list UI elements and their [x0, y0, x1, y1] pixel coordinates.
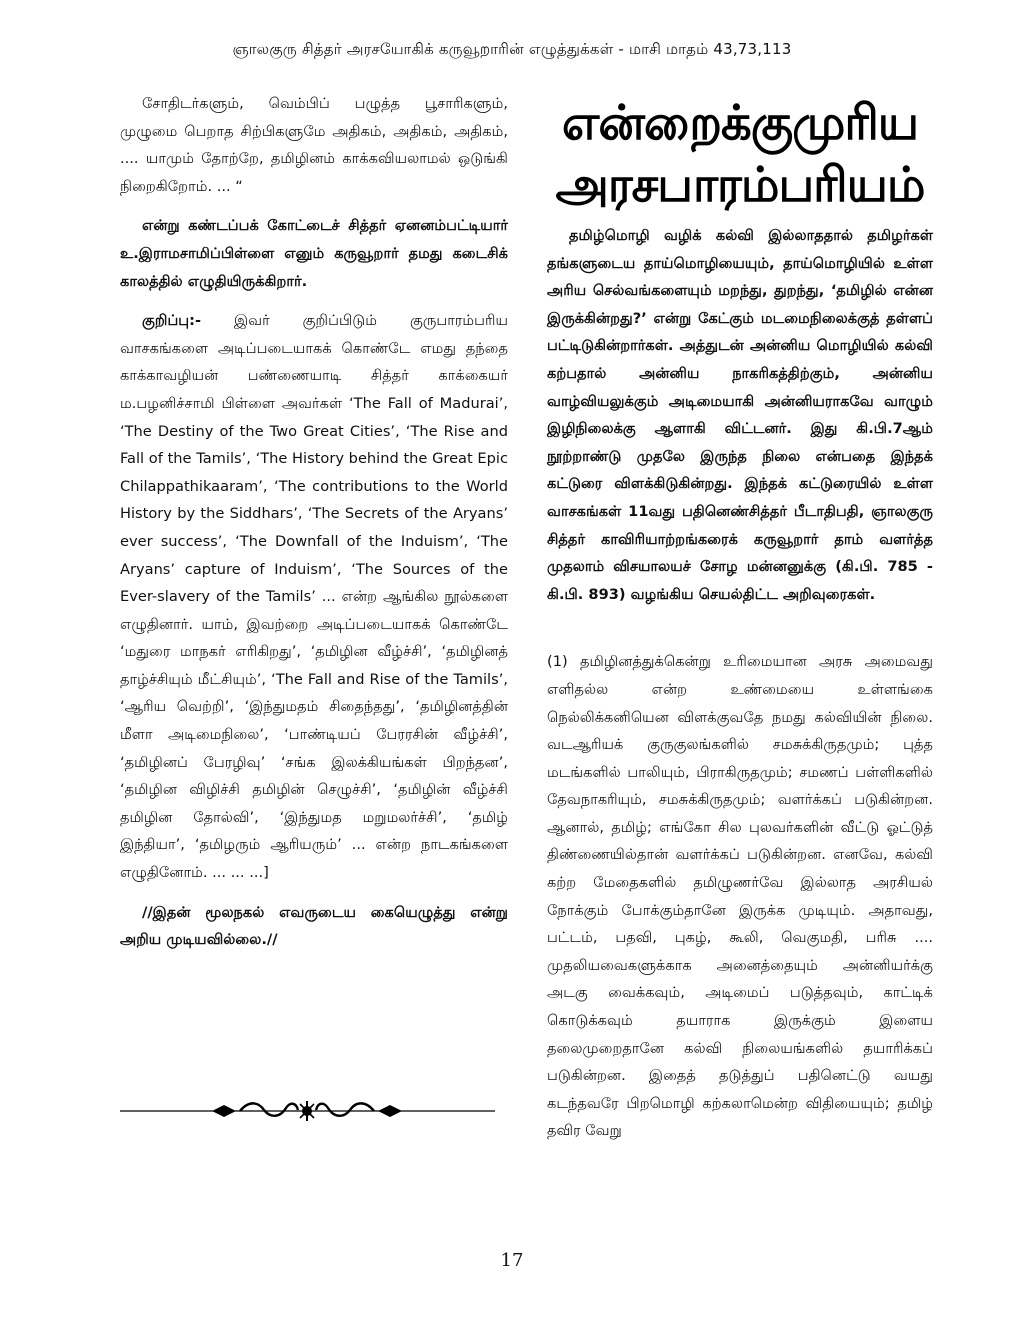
article-title	[547, 92, 933, 216]
note-paragraph	[120, 307, 508, 886]
note-text: இவர் குறிப்பிடும் குருபாரம்பரிய வாசகங்களை அடிப்படையாகக் கொண்டே எமது தந்தை காக்காவழியன் பண்ணையாடி சித்தர் காக்கையர் ம.பழனிச்சாமி பிள்ளை அவர்கள் ‘The Fall of Madurai’, ‘The Destiny of the Two Great Cities’, ‘The Rise and Fall of the Tamils’, ‘The History behind the Great Epic Chilappathikaaram’, ‘The contributions to the World History by the Siddhars’, ‘The Secrets of the Aryans’ ever success’, ‘The Downfall of the Induism’, ‘The Aryans’ capture of Induism’, ‘The Sources of the Ever-slavery of the Tamils’ ... என்ற ஆங்கில நூல்களை எழுதினார். யாம், இவற்றை அடிப்படையாகக் கொண்டே ‘மதுரை மாநகர் எரிகிறது’, ‘தமிழின வீழ்ச்சி’, ‘தமிழினத் தாழ்ச்சியும் மீட்சியும்’, ‘The Fall and Rise of the Tamils’, ‘ஆரிய வெற்றி’, ‘இந்துமதம் சிதைந்தது’, ‘தமிழினத்தின் மீளா அடிமைநிலை’, ‘பாண்டியப் பேரரசின் வீழ்ச்சி’, ‘தமிழினப் பேரழிவு’ ‘சங்க இலக்கியங்கள் பிறந்தன’, ‘தமிழின விழிச்சி தமிழின் செழுச்சி’, ‘தமிழின் வீழ்ச்சி தமிழின தோல்வி’, ‘இந்துமத மறுமலர்ச்சி’, ‘தமிழ் இந்தியா’, ‘தமிழரும் ஆரியரும்’ ... என்ற நாடகங்களை எழுதினோம். ... ... ...]	[120, 312, 508, 882]
left-column	[120, 90, 508, 954]
title-line-2: அரசபாரம்பரியம்	[555, 157, 925, 213]
section-text: தமிழினத்துக்கென்று உரிமையான அரசு அமைவது எளிதல்ல என்ற உண்மையை உள்ளங்கை நெல்லிக்கனியென விளக்குவதே நமது கல்வியின் நிலை. வடஆரியக் குருகுலங்களில் சமசுக்கிருதமும்; புத்த மடங்களில் பாலியும், பிராகிருதமும்; சமணப் பள்ளிகளில் தேவநாகரியும், சமசுக்கிருதமும்; வளர்க்கப் படுகின்றன. ஆனால், தமிழ்; எங்கோ சில புலவர்களின் வீட்டு ஓட்டுத் திண்ணையில்தான் வளர்க்கப் படுகின்றன. எனவே, கல்வி கற்ற மேதைகளில் தமிழுணர்வே இல்லாத அரசியல் நோக்கும் போக்கும்தானே இருக்க முடியும். அதாவது, பட்டம், பதவி, புகழ், கூலி, வெகுமதி, பரிசு .... முதலியவைகளுக்காக அனைத்தையும் அன்னியர்க்கு அடகு வைக்கவும், அடிமைப் படுத்தவும், காட்டிக் கொடுக்கவும் தயாராக இருக்கும் இளைய தலைமுறைதானே கல்வி நிலையங்களில் தயாரிக்கப் படுகின்றன. இதைத் தடுத்துப் பதினெட்டு வயது கடந்தவரே பிறமொழி கற்கலாமென்ற விதியையும்; தமிழ் தவிர வேறு	[547, 653, 933, 1140]
quote-paragraph: சோதிடர்களும், வெம்பிப் பழுத்த பூசாரிகளும், முழுமை பெறாத சிற்பிகளுமே அதிகம், அதிகம், அதிகம், .... யாமும் தோற்றே, தமிழினம் காக்கவியலாமல் ஒடுங்கி நிறைகிறோம். ... “	[120, 95, 508, 195]
closing-remark: //இதன் மூலநகல் எவருடைய கையெழுத்து என்று அறிய முடியவில்லை.//	[120, 903, 508, 949]
right-column	[547, 222, 933, 1145]
running-header: ஞாலகுரு சித்தர் அரசயோகிக் கருவூறாரின் எழுத்துக்கள் - மாசி மாதம் 43,73,113	[232, 40, 792, 58]
article-intro: தமிழ்மொழி வழிக் கல்வி இல்லாததால் தமிழர்கள் தங்களுடைய தாய்மொழியையும், தாய்மொழியில் உள்ள அரிய செல்வங்களையும் மறந்து, துறந்து, ‘தமிழில் என்ன இருக்கின்றது?’ என்று கேட்கும் மடமைநிலைக்குத் தள்ளப் பட்டிடுகின்றார்கள். அத்துடன் அன்னிய மொழியில் கல்வி கற்பதால் அன்னிய நாகரிகத்திற்கும், அன்னிய வாழ்வியலுக்கும் அடிமையாகி அன்னியராகவே வாழும் இழிநிலைக்கு ஆளாகி விட்டனர். இது கி.பி.7ஆம் நூற்றாண்டு முதலே இருந்த நிலை என்பதை இந்தக் கட்டுரை விளக்கிடுகின்றது. இந்தக் கட்டுரையில் உள்ள வாசகங்கள் 11வது பதினெண்சித்தர் பீடாதிபதி, ஞாலகுரு சித்தர் காவிரியாற்றங்கரைக் கருவூறார் தாம் வளர்த்த முதலாம் விசயாலயச் சோழ மன்னனுக்கு (கி.பி. 785 - கி.பி. 893) வழங்கிய செயல்திட்ட அறிவுரைகள்.	[547, 227, 933, 603]
title-line-1: என்றைக்குமுரிய	[561, 95, 919, 151]
attribution-paragraph: என்று கண்டப்பக் கோட்டைச் சித்தர் ஏனனம்பட்டியார் உ.இராமசாமிப்பிள்ளை எனும் கருவூறார் தமது கடைசிக் காலத்தில் எழுதியிருக்கிறார்.	[120, 217, 508, 290]
page-number: 17	[500, 1250, 524, 1271]
section-number: (1)	[547, 653, 568, 671]
section-paragraph	[547, 648, 933, 1145]
note-label: குறிப்பு:-	[142, 312, 202, 330]
ornament-divider	[120, 1098, 495, 1124]
